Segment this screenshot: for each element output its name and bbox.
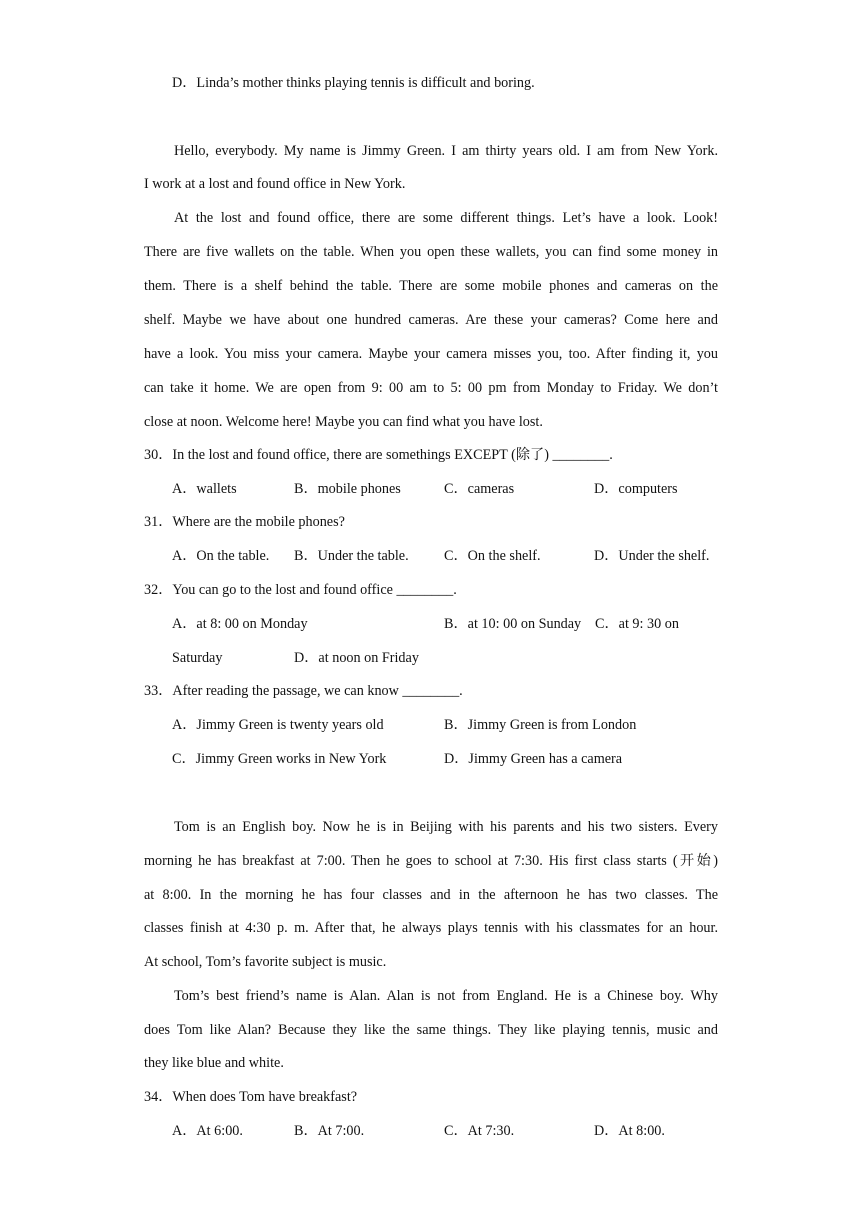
question-34-option-d[interactable]: D．At 8:00. <box>594 1123 665 1139</box>
question-32-stem: 32．You can go to the lost and found office ________. <box>144 582 457 598</box>
passage-1-line: can take it home. We are open from 9: 00 am to 5: 00 pm from Monday to Friday. We don’t <box>144 380 718 396</box>
passage-1-line: There are five wallets on the table. When you open these wallets, you can find some money in <box>144 244 718 260</box>
passage-2-line: does Tom like Alan? Because they like the same things. They like playing tennis, music and <box>144 1022 718 1038</box>
question-32-option-c-cont[interactable]: Saturday <box>172 650 223 666</box>
question-33-option-c[interactable]: C．Jimmy Green works in New York <box>172 751 387 767</box>
prev-option-d: D．Linda’s mother thinks playing tennis is difficult and boring. <box>172 75 535 91</box>
question-30-option-d[interactable]: D．computers <box>594 481 678 497</box>
passage-2-line: at 8:00. In the morning he has four classes and in the afternoon he has two classes. The <box>144 887 718 903</box>
passage-1-line: shelf. Maybe we have about one hundred cameras. Are these your cameras? Come here and <box>144 312 718 328</box>
question-32-option-a[interactable]: A．at 8: 00 on Monday <box>172 616 308 632</box>
passage-1-line: At the lost and found office, there are some different things. Let’s have a look. Look! <box>174 210 718 226</box>
question-30-option-c[interactable]: C．cameras <box>444 481 515 497</box>
question-30-stem: 30．In the lost and found office, there are somethings EXCEPT (除了) ________. <box>144 447 613 463</box>
passage-2-line: At school, Tom’s favorite subject is music. <box>144 954 387 970</box>
question-31-option-a[interactable]: A．On the table. <box>172 548 270 564</box>
question-34-option-c[interactable]: C．At 7:30. <box>444 1123 515 1139</box>
passage-1-line: I work at a lost and found office in New York. <box>144 176 406 192</box>
passage-2-line: morning he has breakfast at 7:00. Then he goes to school at 7:30. His first class starts (开始) <box>144 853 718 869</box>
passage-2-line: they like blue and white. <box>144 1055 284 1071</box>
question-30-option-a[interactable]: A．wallets <box>172 481 237 497</box>
question-33-option-a[interactable]: A．Jimmy Green is twenty years old <box>172 717 384 733</box>
question-31-option-b[interactable]: B．Under the table. <box>294 548 409 564</box>
passage-1-line: them. There is a shelf behind the table. There are some mobile phones and cameras on the <box>144 278 718 294</box>
question-33-stem: 33．After reading the passage, we can know ________. <box>144 683 463 699</box>
question-31-option-c[interactable]: C．On the shelf. <box>444 548 541 564</box>
passage-1-line: have a look. You miss your camera. Maybe your camera misses you, too. After finding it, you <box>144 346 718 362</box>
passage-2-line: classes finish at 4:30 p. m. After that, he always plays tennis with his classmates for an hour. <box>144 920 718 936</box>
passage-2-line: Tom’s best friend’s name is Alan. Alan is not from England. He is a Chinese boy. Why <box>174 988 718 1004</box>
question-32-option-b[interactable]: B．at 10: 00 on Sunday <box>444 616 582 632</box>
question-30-option-b[interactable]: B．mobile phones <box>294 481 401 497</box>
question-34-stem: 34．When does Tom have breakfast? <box>144 1089 358 1105</box>
passage-1-line: close at noon. Welcome here! Maybe you can find what you have lost. <box>144 414 543 430</box>
passage-2-line: Tom is an English boy. Now he is in Beijing with his parents and his two sisters. Every <box>174 819 718 835</box>
question-32-option-d[interactable]: D．at noon on Friday <box>294 650 419 666</box>
passage-1-line: Hello, everybody. My name is Jimmy Green. I am thirty years old. I am from New York. <box>174 143 718 159</box>
question-32-option-c[interactable]: C．at 9: 30 on <box>595 616 679 632</box>
question-31-stem: 31．Where are the mobile phones? <box>144 514 345 530</box>
question-34-option-b[interactable]: B．At 7:00. <box>294 1123 365 1139</box>
question-33-option-d[interactable]: D．Jimmy Green has a camera <box>444 751 623 767</box>
question-33-option-b[interactable]: B．Jimmy Green is from London <box>444 717 637 733</box>
question-31-option-d[interactable]: D．Under the shelf. <box>594 548 710 564</box>
question-34-option-a[interactable]: A．At 6:00. <box>172 1123 243 1139</box>
